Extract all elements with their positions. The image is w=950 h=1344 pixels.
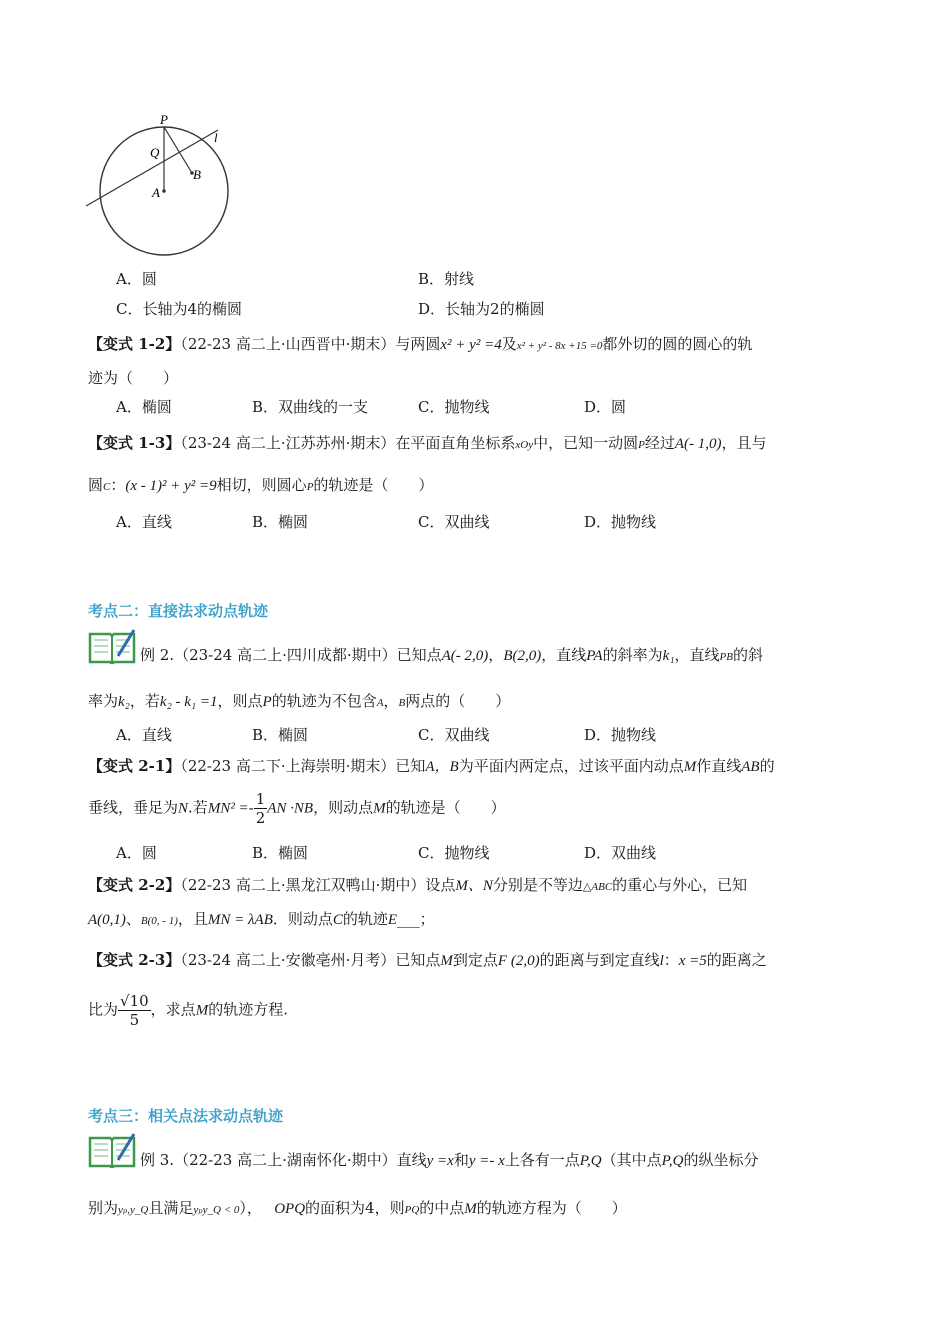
ex2-k2: k₂ [118,694,130,710]
ex2-cond: k₂ - k₁ =1 [159,694,218,710]
q1-option-c: C．长轴为4的椭圆 [116,300,243,318]
v21-text3: 作直线 [696,757,742,775]
v23-line2 [88,992,288,1029]
v12-option-c: C．抛物线 [418,398,490,416]
v21-text4: 的 [759,757,775,775]
v23-x5: x =5 [678,953,707,969]
v13-option-d: D．抛物线 [584,513,657,531]
v13-c: C [103,481,111,493]
ex2-option-d: D．抛物线 [584,726,657,744]
ex3-pq: P,Q [579,1153,602,1169]
ex2-point-b: B(2,0) [503,648,542,664]
v21-n: N [178,800,189,817]
ex3-line2 [88,1198,627,1220]
label-p: P [160,112,168,127]
v13-option-b: B．椭圆 [252,513,309,531]
circle-figure [80,110,240,260]
v21-text2: 为平面内两定点，过该平面内动点 [458,757,684,775]
ex2-text10: ， [383,692,399,710]
ex3-text10: 的轨迹方程为（ ） [476,1199,627,1217]
ex3-text7: ）， [239,1199,255,1217]
v13-text6: 相切，则圆心 [216,476,307,494]
v13-line1 [88,433,767,455]
v21-frac-den: 2 [255,809,266,827]
v21-mn: MN² =- [207,800,254,817]
ex3-line-2: y =- x [468,1153,505,1169]
v23-text8: 的轨迹方程. [208,1000,288,1019]
ex2-option-a: A．直线 [116,726,172,744]
ex3-m: M [464,1201,477,1217]
section-3-heading: 考点三：相关点法求动点轨迹 [88,1107,284,1125]
point-a [162,189,166,193]
v23-text1: （23-24 高二上·安徽亳州·月考）已知点 [180,951,441,969]
v22-eq: MN = λAB [207,912,273,928]
label-q: Q [150,145,160,160]
v22-triangle: △ABC [582,881,613,893]
v21-text1: （22-23 高二下·上海崇明·期末）已知 [180,757,426,775]
ex2-text8: ，则点 [217,692,263,710]
v23-text6: 比为 [88,1000,119,1019]
ex3-text3: （其中点 [601,1151,662,1169]
v23-frac-num: √10 [120,992,149,1010]
ex2-text11: 两点的（ ） [405,692,511,710]
ex3-line-1: y =x [426,1153,454,1169]
ex2-text7: ，若 [129,692,160,710]
v23-text7: ，求点 [150,1000,196,1019]
v21-text6: .若 [188,798,208,817]
v22-text7: ___； [397,910,435,928]
book-icon [88,1132,136,1168]
v23-l: l [659,953,664,969]
v21-text7: ，则动点 [313,798,374,817]
v22-text4: ，且 [177,910,208,928]
v13-point-a: A(- 1,0) [674,436,722,452]
v23-frac-den: 5 [129,1011,140,1029]
v22-line1 [88,875,747,897]
v13-p: P [638,439,645,451]
ex3-line1 [140,1150,758,1171]
ex2-line1 [140,645,763,667]
v23-m2: M [195,1002,209,1019]
label-a: A [152,185,160,200]
v13-text7: 的轨迹是（ ） [313,476,434,494]
q1-option-b: B．射线 [418,270,475,288]
v23-line1 [88,950,767,971]
v21-line1 [88,756,775,777]
v23-text4: ： [663,951,679,969]
v12-text1: （22-23 高二上·山西晋中·期末）与两圆 [180,335,441,353]
v13-text1: （23-24 高二上·江苏苏州·期末）在平面直角坐标系 [180,434,516,452]
v23-fraction [118,992,151,1029]
ex2-text3: 的斜率为 [602,646,663,664]
v13-option-a: A．直线 [116,513,172,531]
ex3-text4: 的纵坐标分 [683,1151,759,1169]
ex2-text9: 的轨迹为不包含 [271,692,377,710]
ex3-text8: 的面积为4，则 [305,1199,405,1217]
ex3-text5: 别为 [88,1199,119,1217]
v21-m: M [683,759,697,775]
v23-m: M [440,953,453,969]
ex2-option-c: C．双曲线 [418,726,490,744]
ex3-text6: 且满足 [148,1199,194,1217]
v12-text2: 都外切的圆的圆心的轨 [602,335,753,353]
v21-line-ab: AB [741,759,760,775]
v21-m2: M [373,800,386,817]
ex3-cond: yₚy_Q < 0 [193,1204,240,1216]
ex2-comma: ， [488,646,504,664]
v21-text8: 的轨迹是（ ） [385,798,506,817]
ex3-text2: 上各有一点 [504,1151,580,1169]
v22-mn: M、N [455,878,493,894]
v22-text1: （22-23 高二上·黑龙江双鸭山·期中）设点 [180,876,456,894]
ex2-option-b: B．椭圆 [252,726,309,744]
v21-text5: 垂线，垂足为 [88,798,179,817]
v22-tag: 【变式 2-2】 [88,876,181,894]
v22-c: C [332,912,343,928]
ex2-text6: 率为 [88,692,119,710]
ex3-pq2: P,Q [661,1153,684,1169]
v22-text3: 的重心与外心，已知 [612,876,748,894]
v23-text5: 的距离之 [706,951,767,969]
v13-text2: 中，已知一动圆 [533,434,639,452]
v22-text6: 的轨迹 [342,910,388,928]
v23-point-f: F (2,0) [497,953,540,969]
v21-option-b: B．椭圆 [252,844,309,862]
v22-text5: ．则动点 [272,910,333,928]
v13-colon: ： [110,476,126,494]
ex2-point-a: A(- 2,0) [441,648,489,664]
ex3-and: 和 [453,1151,469,1169]
ex3-ys: yₚ,y_Q [118,1204,149,1216]
v13-text5: 圆 [88,476,104,494]
v13-option-c: C．双曲线 [418,513,490,531]
ex2-line-pb: PB [719,651,733,663]
book-icon [88,628,136,664]
ex2-text2: ，直线 [541,646,587,664]
v13-p2: P [306,481,314,493]
v22-line2 [88,909,435,931]
v13-text4: ，且与 [721,434,767,452]
v21-frac-num: 1 [255,790,266,808]
v13-text3: 经过 [644,434,675,452]
v21-fraction [254,790,268,827]
v22-point-b: B(0, - 1) [140,915,178,927]
v12-option-a: A．椭圆 [116,398,172,416]
v21-option-c: C．抛物线 [418,844,490,862]
ex3-text1: 例 3.（22-23 高二上·湖南怀化·期中）直线 [140,1151,427,1169]
v12-line2: 迹为（ ） [88,369,179,387]
v13-tag: 【变式 1-3】 [88,434,181,452]
v23-text2: 到定点 [452,951,498,969]
v23-text3: 的距离与到定直线 [539,951,660,969]
ex2-text5: 的斜 [733,646,764,664]
v13-eq: (x - 1)² + y² =9 [125,478,217,494]
v21-ab: A，B [425,759,459,775]
v12-and: 及 [501,335,517,353]
ex2-line-pa: PA [586,648,603,664]
v21-line2 [88,790,506,827]
segment-pb [164,127,192,173]
v22-e: E [387,912,398,928]
ex3-pq3: PQ [404,1204,420,1216]
v13-xoy: xOy [515,439,534,451]
v12-option-d: D．圆 [584,398,627,416]
v12-eq2: x² + y² - 8x +15 =0 [516,340,603,352]
ex3-opq: OPQ [274,1201,306,1217]
v21-tag: 【变式 2-1】 [88,757,181,775]
label-l: l [214,130,218,145]
v21-option-a: A．圆 [116,844,157,862]
v12-eq1: x² + y² =4 [440,337,502,353]
ex2-line2 [88,691,510,713]
v12-tag: 【变式 1-2】 [88,335,181,353]
v22-text2: 分别是不等边 [492,876,583,894]
ex2-text4: ，直线 [674,646,720,664]
v13-line2 [88,475,433,497]
q1-option-a: A．圆 [116,270,157,288]
section-2-heading: 考点二：直接法求动点轨迹 [88,602,269,620]
ex2-p: P [262,694,272,710]
v22-sep: 、 [125,910,141,928]
v21-an-nb: AN ·NB [267,800,314,817]
ex2-text1: 例 2.（23-24 高二上·四川成都·期中）已知点 [140,646,442,664]
ex2-b: B [398,697,406,709]
v21-option-d: D．双曲线 [584,844,657,862]
q1-option-d: D．长轴为2的椭圆 [418,300,545,318]
ex3-text9: 的中点 [419,1199,465,1217]
v12-option-b: B．双曲线的一支 [252,398,369,416]
v23-tag: 【变式 2-3】 [88,951,181,969]
label-b: B [193,167,201,182]
v22-point-a: A(0,1) [88,912,126,928]
ex2-k1: k₁ [662,648,675,664]
v12-line1 [88,334,752,356]
ex2-a: A [376,697,384,709]
